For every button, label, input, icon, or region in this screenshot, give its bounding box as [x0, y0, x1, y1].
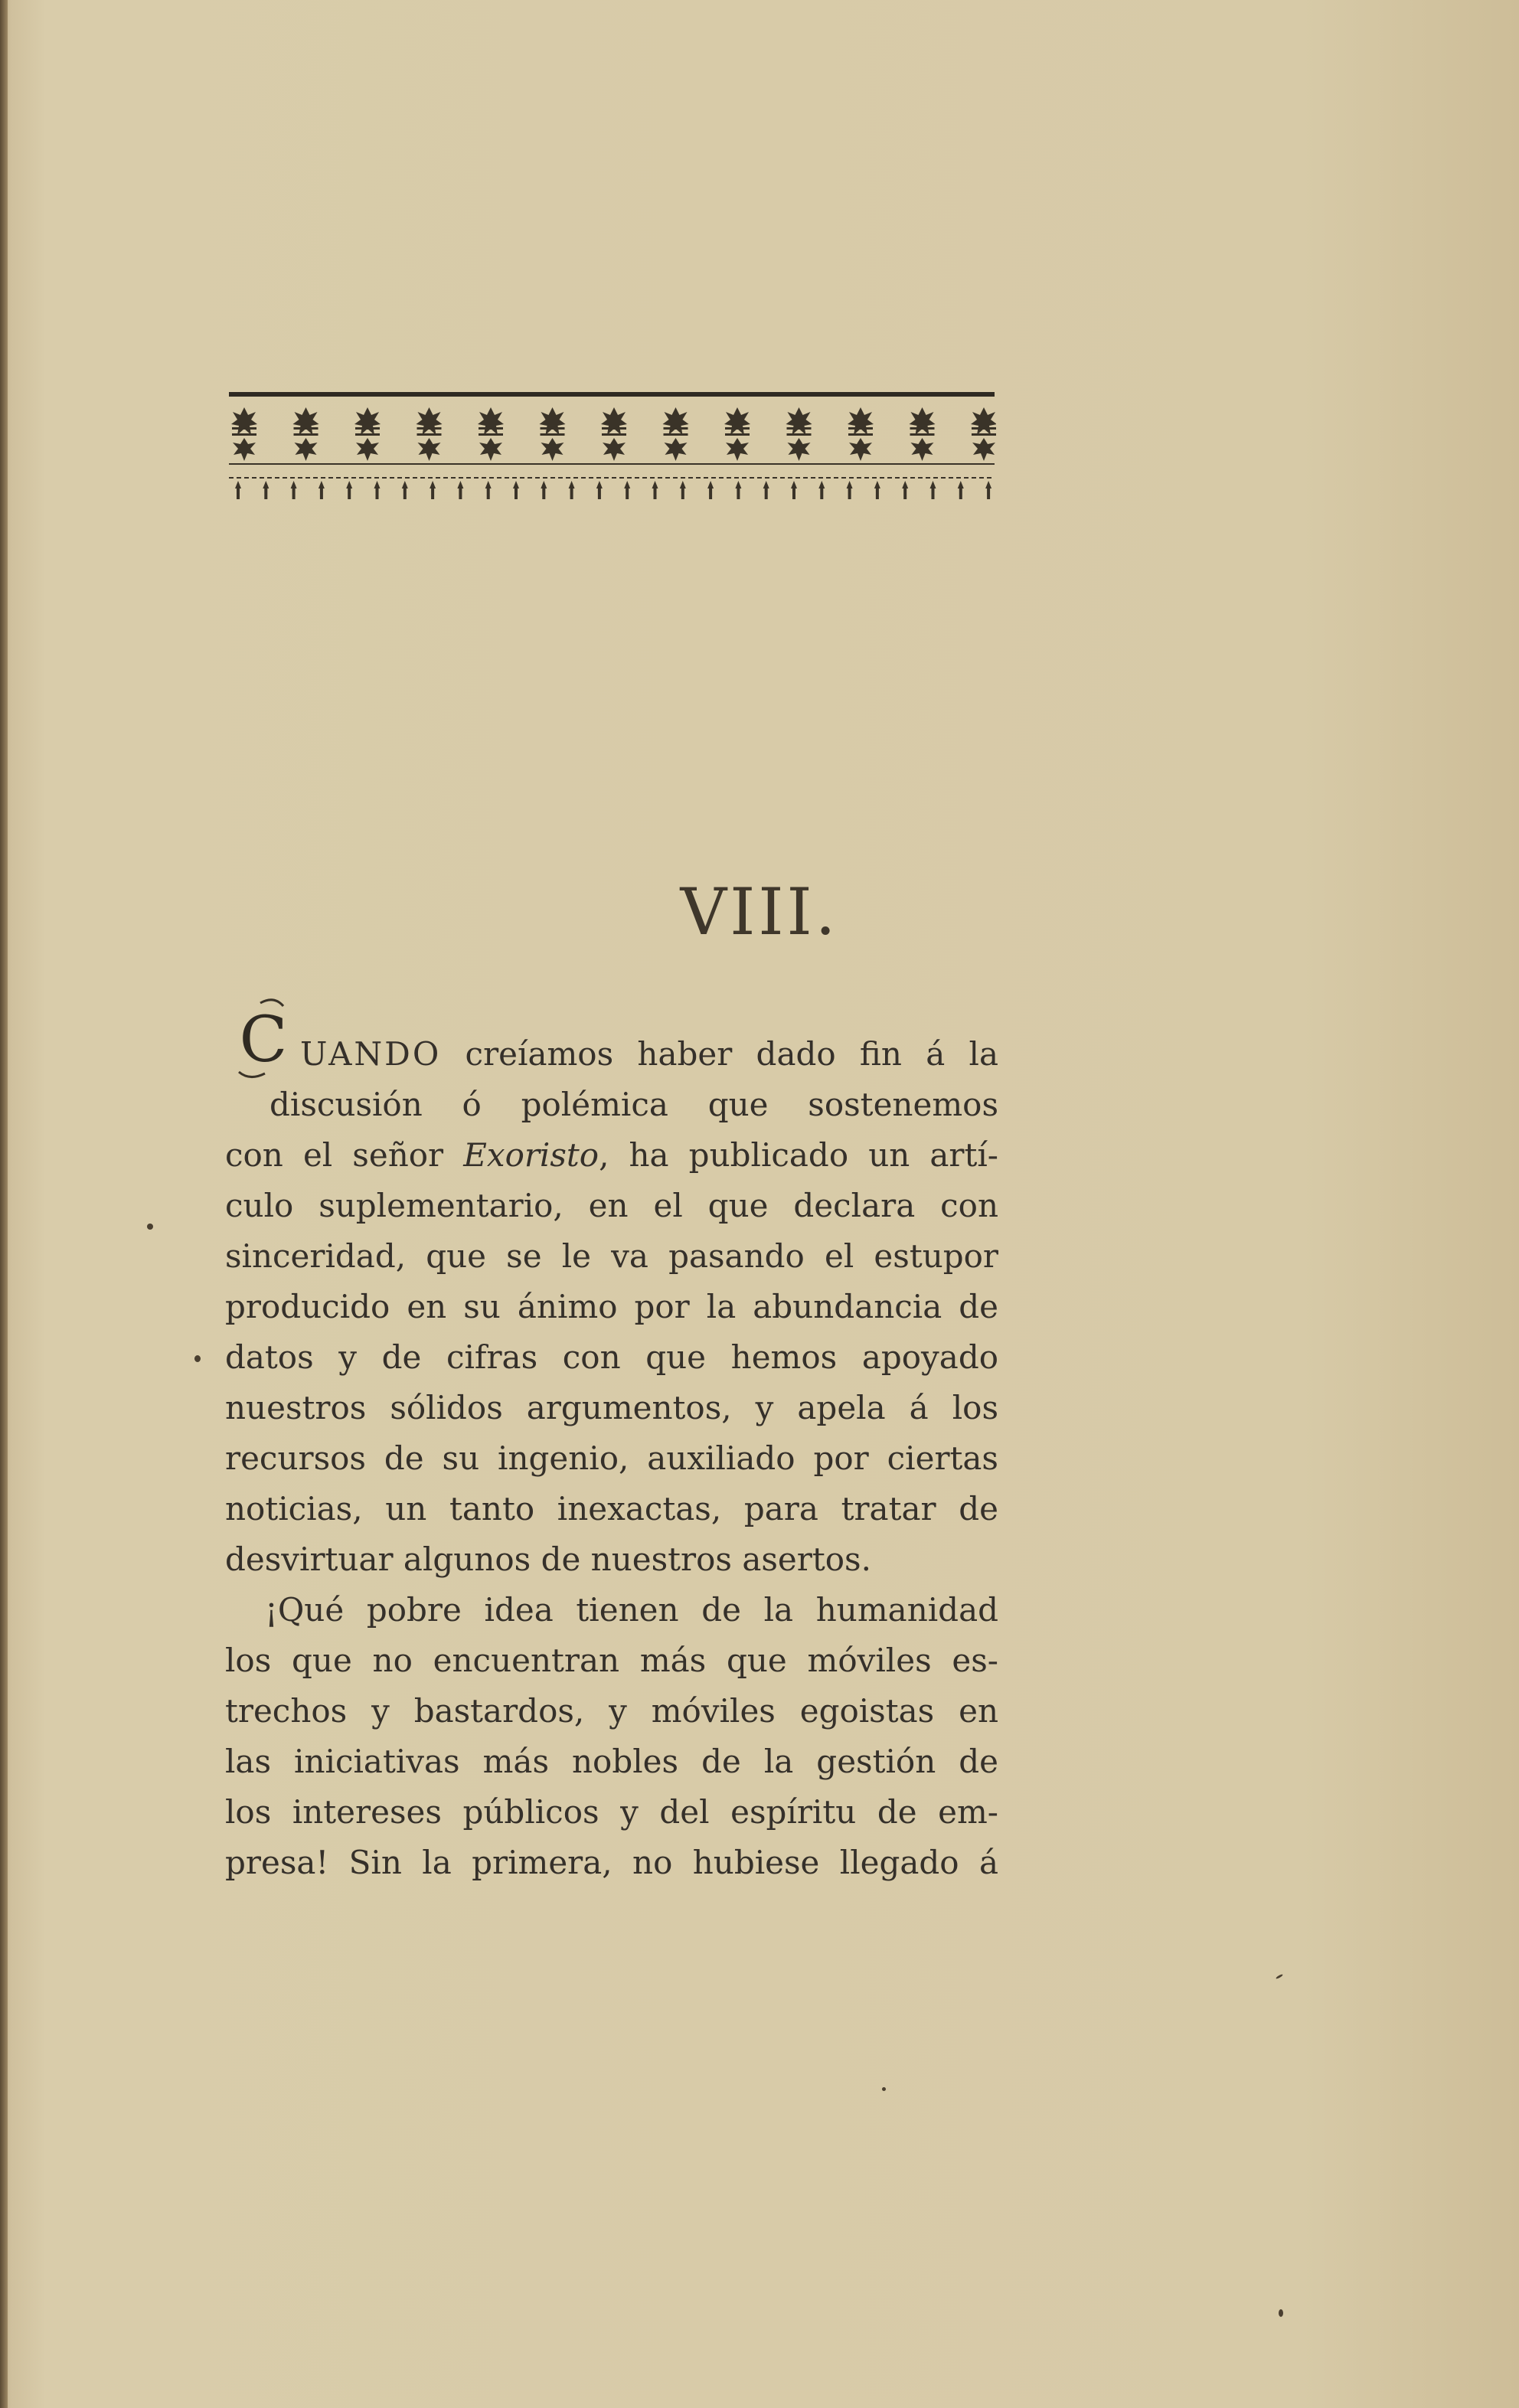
- line-text: discusión ó polémica que sostenemos: [270, 1086, 998, 1123]
- line-text: datos y de cifras con que hemos apoyado: [225, 1338, 998, 1376]
- text-line: [225, 1686, 998, 1737]
- chapter-number: VIII.: [680, 874, 839, 949]
- ink-speck: [882, 2087, 886, 2091]
- line-text: creíamos haber dado fin á la: [441, 1035, 998, 1073]
- line-text: sinceridad, que se le va pasando el estupor: [225, 1237, 998, 1275]
- ornament-dagger-motif: [818, 481, 825, 499]
- line-text: las iniciativas más nobles de la gestión de: [225, 1743, 998, 1780]
- ornament-star-motif: [416, 407, 443, 461]
- italic-name: Exoristo: [463, 1136, 599, 1174]
- line-text: noticias, un tanto inexactas, para tratar de: [225, 1490, 998, 1527]
- ornament-dagger-motif: [624, 481, 630, 499]
- ornament-star-motif: [910, 407, 936, 461]
- ornament-star-motif: [786, 407, 812, 461]
- ornament-dagger-motif: [680, 481, 686, 499]
- text-line: [225, 1029, 998, 1080]
- ink-speck: [194, 1355, 201, 1362]
- ornament-dagger-motif: [958, 481, 964, 499]
- text-line: [225, 1635, 998, 1686]
- book-spine-edge: [0, 0, 8, 2408]
- text-line: [225, 1130, 998, 1181]
- line-text: trechos y bastardos, y móviles egoistas en: [225, 1692, 998, 1730]
- text-line: [225, 1585, 998, 1635]
- ornament-dagger-motif: [874, 481, 880, 499]
- line-text: recursos de su ingenio, auxiliado por ciertas: [225, 1439, 998, 1477]
- text-line: [225, 1332, 998, 1383]
- line-text: ¡Qué pobre idea tienen de la humanidad: [265, 1591, 998, 1629]
- body-text: [225, 1029, 998, 1888]
- ornament-dagger-motif: [902, 481, 908, 499]
- line-text: , ha publicado un artí-: [599, 1136, 998, 1174]
- ornament-star-motif: [601, 407, 627, 461]
- decorative-header-ornament: [227, 387, 996, 502]
- ink-speck: [1279, 2309, 1283, 2317]
- ornament-dagger-motif: [541, 481, 547, 499]
- ornament-star-motif: [478, 407, 504, 461]
- text-line: [225, 1181, 998, 1231]
- line-text: los intereses públicos y del espíritu de em-: [225, 1793, 998, 1831]
- ornament-dagger-motif: [513, 481, 519, 499]
- smallcaps-word: UANDO: [300, 1035, 442, 1073]
- ornament-dagger-motif: [485, 481, 492, 499]
- text-line: [225, 1838, 998, 1888]
- ornament-star-motif: [971, 407, 996, 461]
- ornament-dagger-motif: [707, 481, 714, 499]
- line-text: con el señor: [225, 1136, 464, 1174]
- ornament-star-motif: [293, 407, 319, 461]
- line-text: nuestros sólidos argumentos, y apela á los: [225, 1389, 998, 1426]
- ornament-dagger-motif: [374, 481, 381, 499]
- ornament-star-motif: [724, 407, 750, 461]
- text-line: [225, 1737, 998, 1787]
- line-text: desvirtuar algunos de nuestros asertos.: [225, 1541, 871, 1578]
- ornament-dagger-motif: [569, 481, 575, 499]
- ornament-star-motif: [231, 407, 257, 461]
- text-line: [225, 1534, 998, 1585]
- dropcap-letter: C: [239, 1004, 288, 1077]
- line-text: presa! Sin la primera, no hubiese llegado á: [225, 1844, 998, 1881]
- ink-speck: [147, 1224, 153, 1230]
- text-line: [225, 1383, 998, 1433]
- ornament-dagger-motif: [263, 481, 269, 499]
- line-text: los que no encuentran más que móviles es-: [225, 1642, 998, 1679]
- text-line: [225, 1787, 998, 1838]
- ink-speck: [1276, 1974, 1283, 1980]
- ornament-dagger-motif: [763, 481, 769, 499]
- ornament-star-motif: [354, 407, 381, 461]
- text-line: [225, 1433, 998, 1484]
- line-text: producido en su ánimo por la abundancia de: [225, 1288, 998, 1325]
- ornament-dagger-motif: [402, 481, 408, 499]
- text-line: [225, 1282, 998, 1332]
- text-line: [225, 1080, 998, 1130]
- ornament-dagger-motif: [318, 481, 325, 499]
- ornament-dagger-motif: [291, 481, 297, 499]
- ornament-star-motif: [848, 407, 874, 461]
- ornament-dagger-motif: [847, 481, 853, 499]
- ornament-star-motif: [663, 407, 689, 461]
- ornament-dagger-motif: [430, 481, 436, 499]
- ornament-star-motif: [540, 407, 566, 461]
- ornament-dagger-motif: [735, 481, 741, 499]
- line-text: culo suplementario, en el que declara con: [225, 1187, 998, 1224]
- ornament-dagger-motif: [930, 481, 936, 499]
- ornament-dagger-motif: [346, 481, 352, 499]
- ornament-dagger-motif: [985, 481, 991, 499]
- ornament-dagger-motif: [235, 481, 241, 499]
- text-line: [225, 1231, 998, 1282]
- ornament-dagger-motif: [652, 481, 658, 499]
- ornament-dagger-motif: [596, 481, 603, 499]
- ornament-dagger-motif: [791, 481, 797, 499]
- text-line: [225, 1484, 998, 1534]
- ornament-dagger-motif: [457, 481, 463, 499]
